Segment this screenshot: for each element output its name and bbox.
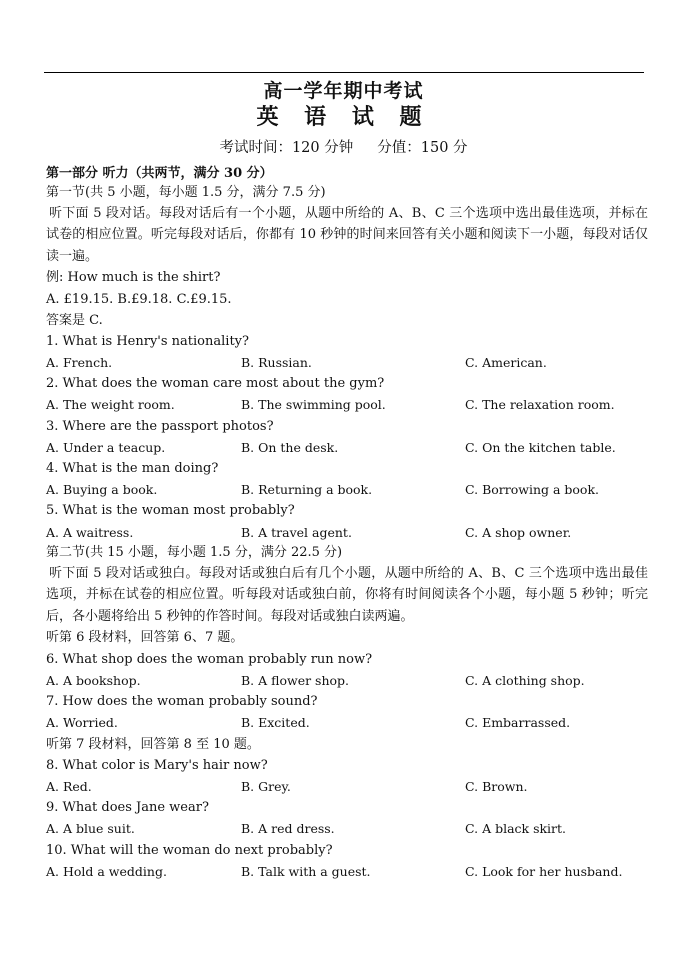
option-b: B. On the desk.: [241, 440, 339, 455]
section1-instructions: 听下面 5 段对话。每段对话后有一个小题，从题中所给的 A、B、C 三个选项中选出最佳选项，并标在试卷的相应位置。听完每段对话后，你都有 10 秒钟的时间来回答有关小题和阅读下一小题，每段对话仅读一遍。: [46, 206, 648, 264]
option-b: B. Returning a book.: [241, 482, 373, 497]
option-b: B. Excited.: [241, 715, 310, 730]
section1-heading: 第一节(共 5 小题，每小题 1.5 分，满分 7.5 分): [46, 185, 326, 200]
option-c: C. A black skirt.: [465, 821, 567, 836]
option-c: C. On the kitchen table.: [465, 440, 616, 455]
option-a: A. Worried.: [46, 715, 118, 730]
option-b: B. A travel agent.: [241, 525, 352, 540]
exam-meta: [0, 136, 687, 157]
section2-heading: 第二节(共 15 小题，每小题 1.5 分，满分 22.5 分): [46, 545, 343, 560]
option-c: C. A shop owner.: [465, 525, 572, 540]
exam-time: 考试时间：120 分钟: [219, 140, 354, 156]
option-c: C. Embarrassed.: [465, 715, 571, 730]
question: 7. How does the woman probably sound?: [46, 694, 318, 709]
option-b: B. A red dress.: [241, 821, 335, 836]
question: 1. What is Henry's nationality?: [46, 334, 249, 349]
option-a: A. The weight room.: [46, 397, 175, 412]
option-c: C. A clothing shop.: [465, 673, 585, 688]
example-question: 例: How much is the shirt?: [46, 270, 221, 285]
option-a: A. Under a teacup.: [46, 440, 166, 455]
exam-score: 分值：150 分: [377, 140, 468, 156]
question: 3. Where are the passport photos?: [46, 419, 274, 434]
option-b: B. Russian.: [241, 355, 312, 370]
section2-instructions: 听下面 5 段对话或独白。每段对话或独白后有几个小题，从题中所给的 A、B、C 三个选项中选出最佳选项，并标在试卷的相应位置。听每段对话或独白前，你将有时间阅读各个小题，每小题 5 秒钟；听完后，各小题将给出 5 秒钟的作答时间。每段对话或独白读两遍。: [46, 566, 648, 624]
subject-title: 英 语 试 题: [256, 104, 431, 130]
question: 6. What shop does the woman probably run now?: [46, 652, 373, 667]
option-c: C. American.: [465, 355, 547, 370]
option-c: C. The relaxation room.: [465, 397, 615, 412]
option-b: B. Talk with a guest.: [241, 864, 371, 879]
option-a: A. A waitress.: [46, 525, 134, 540]
option-b: B. Grey.: [241, 779, 291, 794]
option-c: C. Brown.: [465, 779, 528, 794]
option-a: A. Hold a wedding.: [46, 864, 167, 879]
option-a: A. A bookshop.: [46, 673, 141, 688]
question: 10. What will the woman do next probably?: [46, 843, 333, 858]
material-7-note: 听第 7 段材料，回答第 8 至 10 题。: [46, 737, 260, 752]
example-answer: 答案是 C.: [46, 313, 103, 328]
option-a: A. Buying a book.: [46, 482, 158, 497]
option-a: A. French.: [46, 355, 113, 370]
example-options: A. £19.15. B.£9.18. C.£9.15.: [46, 292, 232, 307]
header-rule: [44, 72, 644, 73]
option-c: C. Borrowing a book.: [465, 482, 600, 497]
part1-heading: 第一部分 听力（共两节，满分 30 分）: [46, 166, 273, 181]
question: 4. What is the man doing?: [46, 461, 219, 476]
option-b: B. A flower shop.: [241, 673, 350, 688]
material-6-note: 听第 6 段材料，回答第 6、7 题。: [46, 630, 244, 645]
question: 9. What does Jane wear?: [46, 800, 209, 815]
option-b: B. The swimming pool.: [241, 397, 386, 412]
option-c: C. Look for her husband.: [465, 864, 623, 879]
option-a: A. Red.: [46, 779, 92, 794]
exam-title: 高一学年期中考试: [263, 80, 424, 102]
question: 2. What does the woman care most about the gym?: [46, 376, 385, 391]
question: 8. What color is Mary's hair now?: [46, 758, 268, 773]
option-a: A. A blue suit.: [46, 821, 135, 836]
question: 5. What is the woman most probably?: [46, 503, 295, 518]
